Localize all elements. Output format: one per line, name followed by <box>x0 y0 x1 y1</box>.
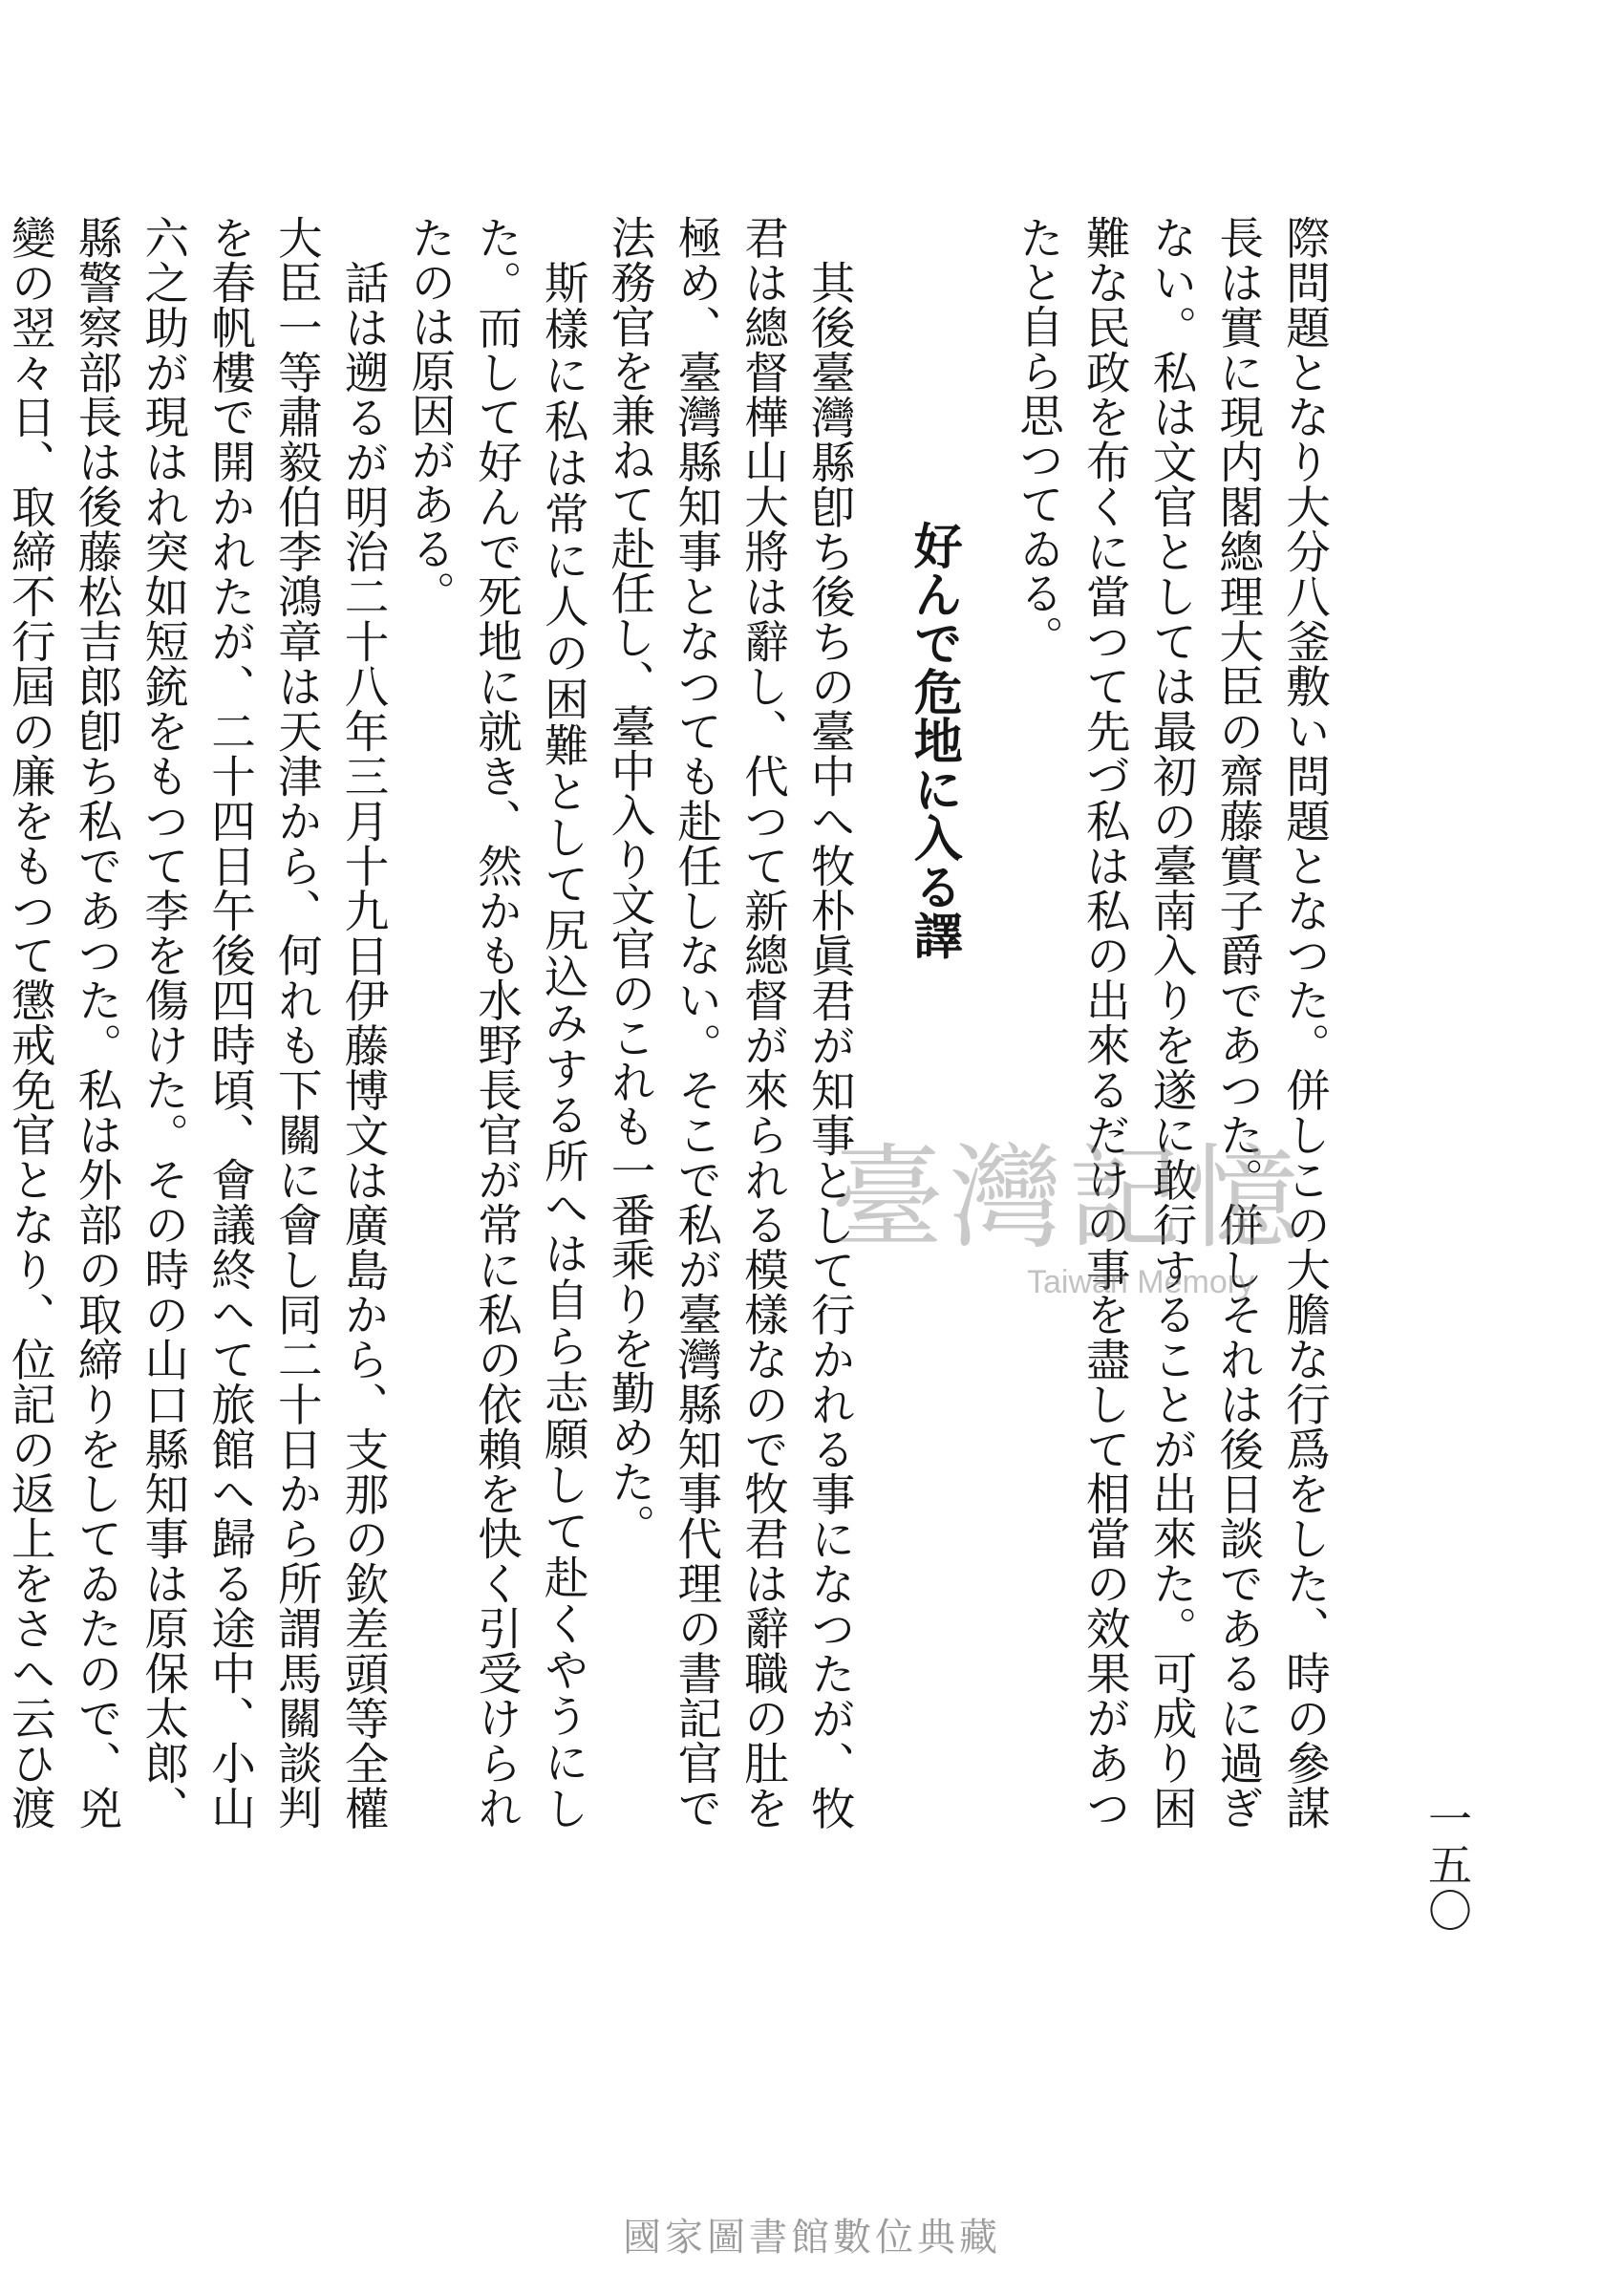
watermark-logo-text: 臺灣記憶 <box>831 1132 1306 1264</box>
footer-credit: 國家圖書館數位典藏 <box>623 2216 1001 2260</box>
paragraph-2: 斯樣に私は常に人の困難として尻込みする所へは自ら志願して赴くやうにした。而して好んで死地に就き、然かも水野長官が常に私の依賴を快く引受けられたのは原因がある。 <box>404 215 589 1831</box>
page-number: 一五〇 <box>1421 1796 1473 1934</box>
section-heading: 好んで危地に入る譯 <box>905 521 963 959</box>
paragraph-3: 話は遡るが明治二十八年三月十九日伊藤博文は廣島から、支那の欽差頭等全權大臣一等肅毅伯李鴻章は天津から、何れも下關に會し同二十日から所謂馬關談判を春帆樓で開かれたが、二十四日午後四時頃、會議終へて旅館へ歸る途中、小山六之助が現はれ突如短銃をもつて李を傷けた。その時の山口縣知事は原保太郎、縣警察部長は後藤松吉郎卽ち私であつた。私は外部の取締りをしてゐたので、兇變の翌々日、取締不行屆の廉をもつて懲戒免官となり、位記の返上をさへ云ひ渡 <box>4 215 390 1831</box>
paragraph-1: 其後臺灣縣卽ち後ちの臺中へ牧朴眞君が知事として行かれる事になつたが、牧君は總督樺山大將は辭し、代つて新總督が來られる模樣なので牧君は辭職の肚を極め、臺灣縣知事となつても赴任しない。そこで私が臺灣縣知事代理の書記官で法務官を兼ねて赴任し、臺中入り文官のこれも一番乘りを勤めた。 <box>604 215 856 1831</box>
watermark-english-text: Taiwan Memory <box>1027 1264 1255 1300</box>
paragraph-continued: 際問題となり大分八釜敷い問題となつた。併しこの大膽な行爲をした、時の參謀長は實に現内閣總理大臣の齋藤實子爵であつた。併しそれは後日談であるに過ぎない。私は文官としては最初の臺南入りを遂に敢行することが出來た。可成り困難な民政を布くに當つて先づ私は私の出來るだけの事を盡して相當の效果があつたと自ら思つてゐる。 <box>1013 215 1331 1831</box>
vertical-body-text <box>4 215 1337 1831</box>
